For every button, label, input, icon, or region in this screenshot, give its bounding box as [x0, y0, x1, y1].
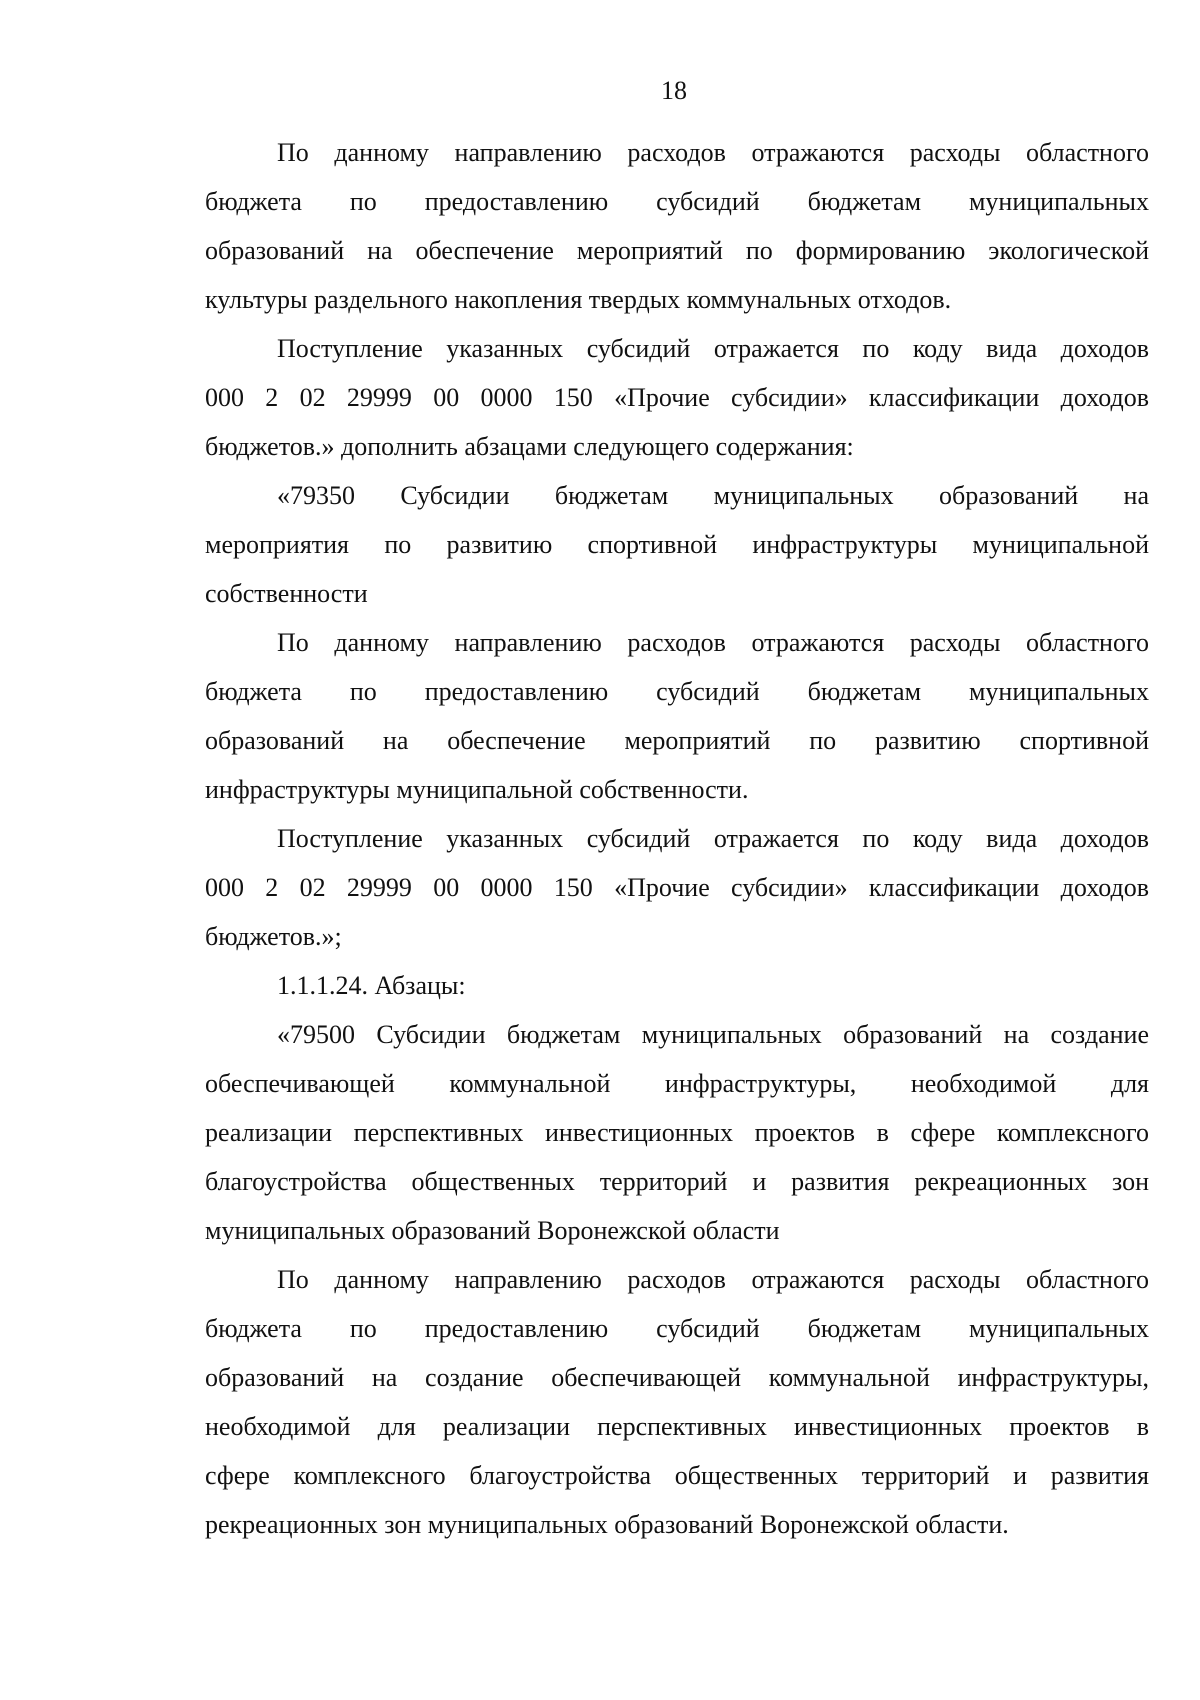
text-line: реализации перспективных инвестиционных проектов в сфере комплексного	[205, 1118, 1149, 1147]
text-line: бюджета по предоставлению субсидий бюджетам муниципальных	[205, 677, 1149, 706]
text-line: мероприятия по развитию спортивной инфраструктуры муниципальной	[205, 530, 1149, 559]
text-line: инфраструктуры муниципальной собственности.	[205, 775, 749, 804]
text-line: «79350 Субсидии бюджетам муниципальных образований на	[277, 481, 1149, 510]
text-line: собственности	[205, 579, 368, 608]
text-line: муниципальных образований Воронежской области	[205, 1216, 780, 1245]
text-line: По данному направлению расходов отражаются расходы областного	[277, 1265, 1149, 1294]
text-line: рекреационных зон муниципальных образований Воронежской области.	[205, 1510, 1009, 1539]
text-line: бюджета по предоставлению субсидий бюджетам муниципальных	[205, 1314, 1149, 1343]
text-line: Поступление указанных субсидий отражается по коду вида доходов	[277, 334, 1149, 363]
text-line: бюджетов.»;	[205, 922, 342, 951]
text-line: сфере комплексного благоустройства общественных территорий и развития	[205, 1461, 1149, 1490]
text-line: образований на обеспечение мероприятий по развитию спортивной	[205, 726, 1149, 755]
text-line: 000 2 02 29999 00 0000 150 «Прочие субсидии» классификации доходов	[205, 383, 1149, 412]
text-line: Поступление указанных субсидий отражается по коду вида доходов	[277, 824, 1149, 853]
text-line: 000 2 02 29999 00 0000 150 «Прочие субсидии» классификации доходов	[205, 873, 1149, 902]
page-number: 18	[661, 76, 687, 105]
text-line: По данному направлению расходов отражаются расходы областного	[277, 628, 1149, 657]
text-line: образований на создание обеспечивающей коммунальной инфраструктуры,	[205, 1363, 1149, 1392]
text-line: необходимой для реализации перспективных инвестиционных проектов в	[205, 1412, 1149, 1441]
text-line: По данному направлению расходов отражаются расходы областного	[277, 138, 1149, 167]
text-line: 1.1.1.24. Абзацы:	[277, 971, 466, 1000]
text-line: обеспечивающей коммунальной инфраструктуры, необходимой для	[205, 1069, 1149, 1098]
text-line: благоустройства общественных территорий и развития рекреационных зон	[205, 1167, 1149, 1196]
text-line: культуры раздельного накопления твердых коммунальных отходов.	[205, 285, 952, 314]
text-line: образований на обеспечение мероприятий по формированию экологической	[205, 236, 1149, 265]
text-line: бюджетов.» дополнить абзацами следующего содержания:	[205, 432, 854, 461]
text-line: «79500 Субсидии бюджетам муниципальных образований на создание	[277, 1020, 1149, 1049]
text-line: бюджета по предоставлению субсидий бюджетам муниципальных	[205, 187, 1149, 216]
document-body	[205, 128, 1149, 1549]
